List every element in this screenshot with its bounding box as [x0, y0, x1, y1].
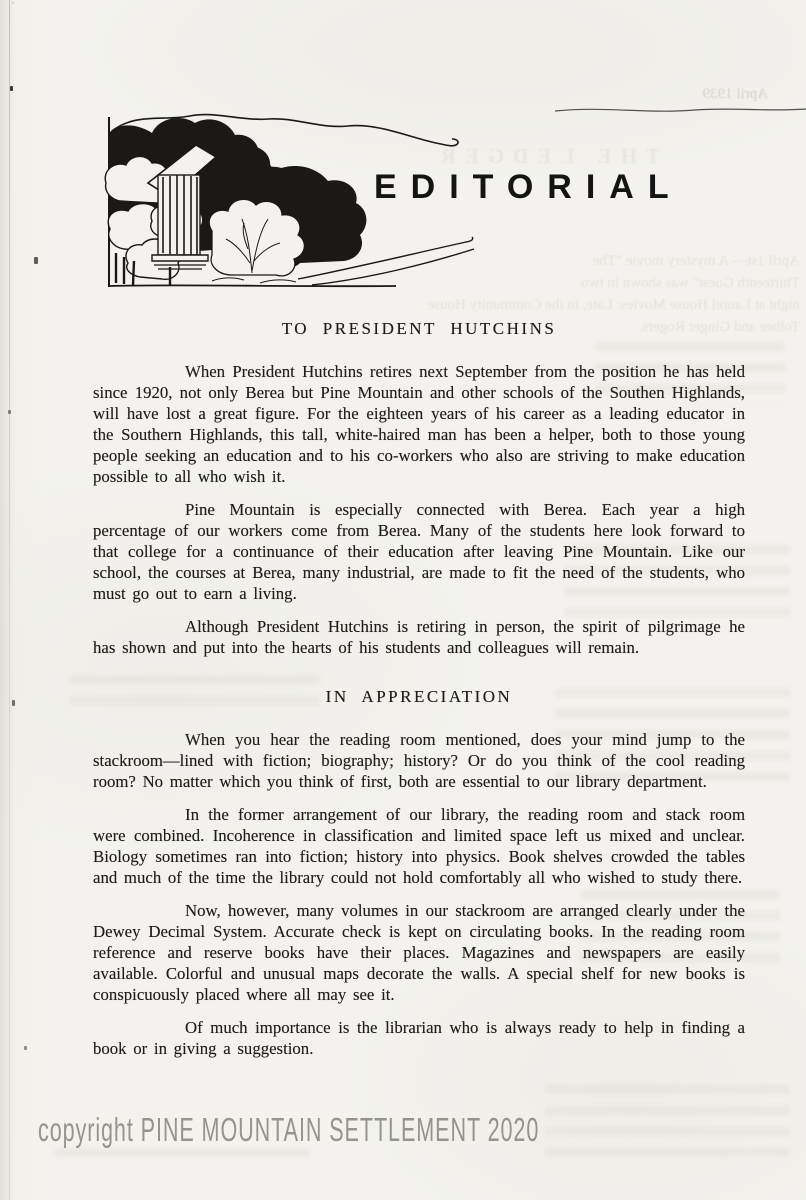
ink-speck — [8, 410, 11, 414]
article-body — [93, 318, 745, 1071]
ground-tufts — [212, 278, 296, 283]
cabin-base — [152, 255, 208, 261]
editorial-masthead: EDITORIAL — [374, 168, 683, 206]
torn-corner-mark — [12, 2, 42, 28]
ghost-text-date: April 1939 — [702, 86, 768, 102]
cabin-wall — [158, 175, 200, 255]
page-edge-line — [9, 0, 10, 1200]
paragraph: In the former arrangement of our library, the reading room and stack room were combined. Incoherence in classification and limited space left us mixed and unclear. Biology sometimes ran into fiction; history into physics. Book shelves crowded the tables and much of the time the library could not hold comfortably all who wished to study there. — [93, 805, 745, 887]
ink-speck — [34, 257, 38, 264]
paragraph: When you hear the reading room mentioned, does your mind jump to the stackroom—lined with fiction; biography; history? Or do you think of the cool reading room? No matter which you think of first, both are essential to our library department. — [93, 730, 745, 791]
ghost-text-line: April 1st— A mystery movie "The — [592, 253, 800, 269]
paragraph: Now, however, many volumes in our stackroom are arranged clearly under the Dewey Decimal System. Accurate check is kept on circulating books. In the reading room reference and reserve books have their places. Magazines and newspapers are easily available. Colorful and unusual maps decorate the walls. A special shelf for new books is conspicuously placed where all may see it. — [93, 901, 745, 1004]
copyright-watermark: copyright PINE MOUNTAIN SETTLEMENT 2020 — [38, 1112, 540, 1150]
ink-speck — [24, 1046, 27, 1050]
ghost-text-line: night at Laurel House Movies: Late, in the Community House — [427, 297, 800, 313]
paragraph: Of much importance is the librarian who is always ready to help in finding a book or in giving a suggestion. — [93, 1018, 745, 1058]
horizon-line — [555, 109, 806, 111]
paragraph: Although President Hutchins is retiring in person, the spirit of pilgrimage he has shown and put into the hearts of his students and colleagues will remain. — [93, 617, 745, 657]
ghost-text-masthead: THE LEDGER — [431, 144, 660, 168]
ink-speck — [10, 86, 13, 91]
section-heading-in-appreciation: IN APPRECIATION — [325, 687, 513, 706]
ghost-text-line: Tolbee and Ginger Rogers. — [638, 319, 800, 335]
bleedthrough-smudge — [545, 1085, 790, 1157]
paragraph: Pine Mountain is especially connected with Berea. Each year a high percentage of our workers come from Berea. Many of the students here look forward to that college for a continuance of their education after leaving Pine Mountain. Like our school, the courses at Berea, many industrial, are made to fit the need of the students, who must go out to earn a living. — [93, 500, 745, 603]
ghost-text-line: Thirteenth Guest" was shown in two — [580, 275, 800, 291]
paragraph: When President Hutchins retires next September from the position he has held since 1920, not only Berea but Pine Mountain and other schools of the Southen Highlands, will have lost a great figure. For the eighteen years of his career as a leading educator in the Southern Highlands, this tall, white-haired man has been a helper, both to those young people seeking an education and to his co-workers who also are striving to make education possible to all who wish it. — [93, 362, 745, 486]
ink-speck — [12, 700, 15, 706]
ground-line — [110, 285, 396, 286]
section-heading-to-president-hutchins: TO PRESIDENT HUTCHINS — [281, 319, 557, 338]
